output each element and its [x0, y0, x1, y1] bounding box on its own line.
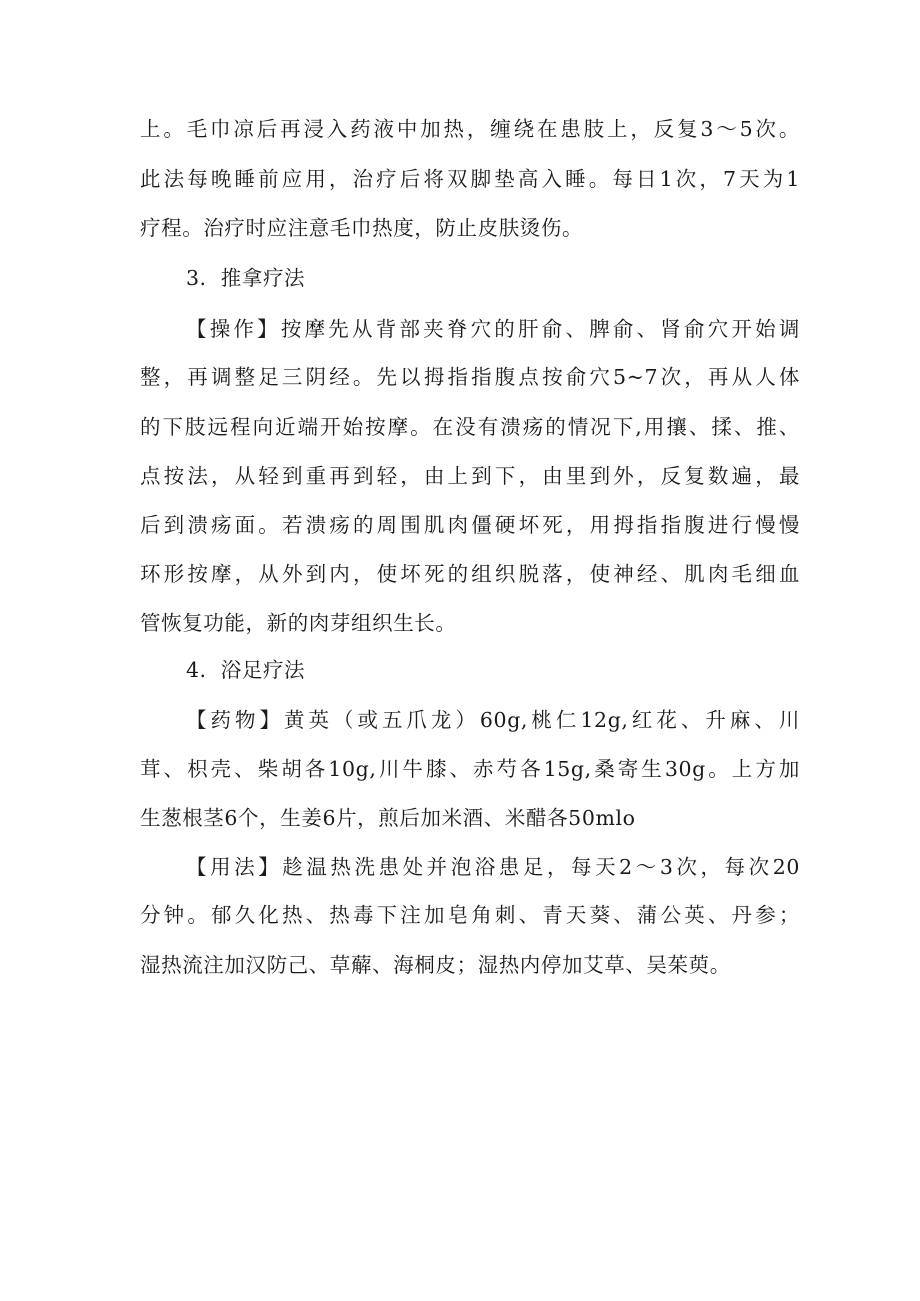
section-heading: 3．推拿疗法	[186, 266, 306, 290]
paragraph-line: 【用法】趁温热洗患处并泡浴患足，每天2～3次，每次20	[186, 855, 800, 879]
paragraph-line: 的下肢远程向近端开始按摩。在没有溃疡的情况下,用攘、揉、推、	[140, 415, 800, 439]
paragraph-line: 整，再调整足三阴经。先以拇指指腹点按俞穴5~7次，再从人体	[140, 365, 800, 389]
paragraph-line: 疗程。治疗时应注意毛巾热度，防止皮肤烫伤。	[140, 216, 584, 240]
paragraph-line: 此法每晚睡前应用，治疗后将双脚垫高入睡。每日1次，7天为1	[140, 167, 800, 191]
paragraph-line: 管恢复功能，新的肉芽组织生长。	[140, 611, 457, 635]
paragraph-line: 茸、枳壳、柴胡各10g,川牛膝、赤芍各15g,桑寄生30g。上方加	[140, 757, 800, 781]
paragraph-line: 上。毛巾凉后再浸入药液中加热，缠绕在患肢上，反复3～5次。	[140, 117, 800, 141]
paragraph-line: 生葱根茎6个，生姜6片，煎后加米酒、米醋各50mlo	[140, 806, 636, 830]
paragraph-line: 环形按摩，从外到内，使坏死的组织脱落，使神经、肌肉毛细血	[140, 562, 800, 586]
section-heading: 4．浴足疗法	[186, 658, 306, 682]
paragraph-line: 【操作】按摩先从背部夹脊穴的肝俞、脾俞、肾俞穴开始调	[186, 317, 800, 341]
paragraph-line: 【药物】黄英（或五爪龙）60g,桃仁12g,红花、升麻、川	[186, 708, 800, 732]
paragraph-line: 后到溃疡面。若溃疡的周围肌肉僵硬坏死，用拇指指腹进行慢慢	[140, 513, 800, 537]
paragraph-line: 湿热流注加汉防己、草薢、海桐皮；湿热内停加艾草、吴茱萸。	[140, 953, 731, 977]
paragraph-line: 点按法，从轻到重再到轻，由上到下，由里到外，反复数遍，最	[140, 464, 800, 488]
paragraph-line: 分钟。郁久化热、热毒下注加皂角刺、青天葵、蒲公英、丹参；	[140, 903, 800, 927]
